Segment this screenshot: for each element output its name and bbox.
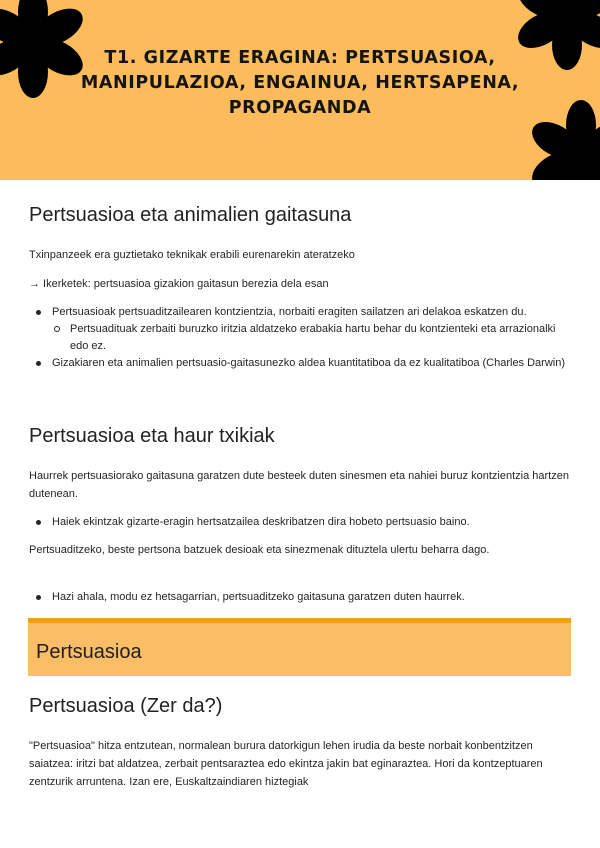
paragraph: Pertsuaditzeko, beste pertsona batzuek desioak eta sinezmenak dituztela ulertu beharra dago. <box>29 544 490 556</box>
paragraph: Haurrek pertsuasiorako gaitasuna garatzen dute besteek duten sinesmen eta nahiei buruz kontzientzia hartzen dutenean. <box>29 470 569 500</box>
paragraph: "Pertsuasioa" hitza entzutean, normalean burura datorkigun lehen irudia da beste norbait konbentzitzen saiatzea: iritzi bat aldatzea, zerbait pentsaraztea edo ekintza jakin bat eginaraztea. Hori da kontzeptuaren zentzurik arruntena. Izan ere, Euskaltzaindiaren hiztegiak <box>29 740 543 788</box>
header-banner <box>0 0 600 180</box>
list-item: Pertsuasioak pertsuaditzailearen kontzientzia, norbaiti eragiten sailatzen ari delakoa eskatzen du. <box>29 304 569 321</box>
list-item: Hazi ahala, modu ez hetsagarrian, pertsuaditzeko gaitasuna garatzen duten haurrek. <box>29 589 569 606</box>
list-item: Gizakiaren eta animalien pertsuasio-gaitasunezko aldea kuantitatiboa da ez kualitatiboa (Charles Darwin) <box>29 355 569 372</box>
section-band-label: Pertsuasioa <box>36 641 142 663</box>
section-heading-animals: Pertsuasioa eta animalien gaitasuna <box>29 204 352 226</box>
sub-list-item: Pertsuadituak zerbaiti buruzko iritzia aldatzeko erabakia hartu behar du kontzienteki eta arrazionalki edo ez. <box>29 321 569 355</box>
paragraph: Txinpanzeek era guztietako teknikak erabili eurenarekin ateratzeko <box>29 249 355 261</box>
section-heading-definition: Pertsuasioa (Zer da?) <box>29 695 223 717</box>
section-heading-children: Pertsuasioa eta haur txikiak <box>29 425 275 447</box>
bullet-list <box>29 514 569 531</box>
bullet-list <box>29 589 569 606</box>
section-band <box>28 618 571 676</box>
bullet-list <box>29 304 569 372</box>
page-title: T1. GIZARTE ERAGINA: PERTSUASIOA, MANIPULAZIOA, ENGAINUA, HERTSAPENA, PROPAGANDA <box>80 48 520 118</box>
paragraph: → Ikerketek: pertsuasioa gizakion gaitasun berezia dela esan <box>29 278 329 290</box>
list-item: Haiek ekintzak gizarte-eragin hertsatzailea deskribatzen dira hobeto pertsuasio baino. <box>29 514 569 531</box>
